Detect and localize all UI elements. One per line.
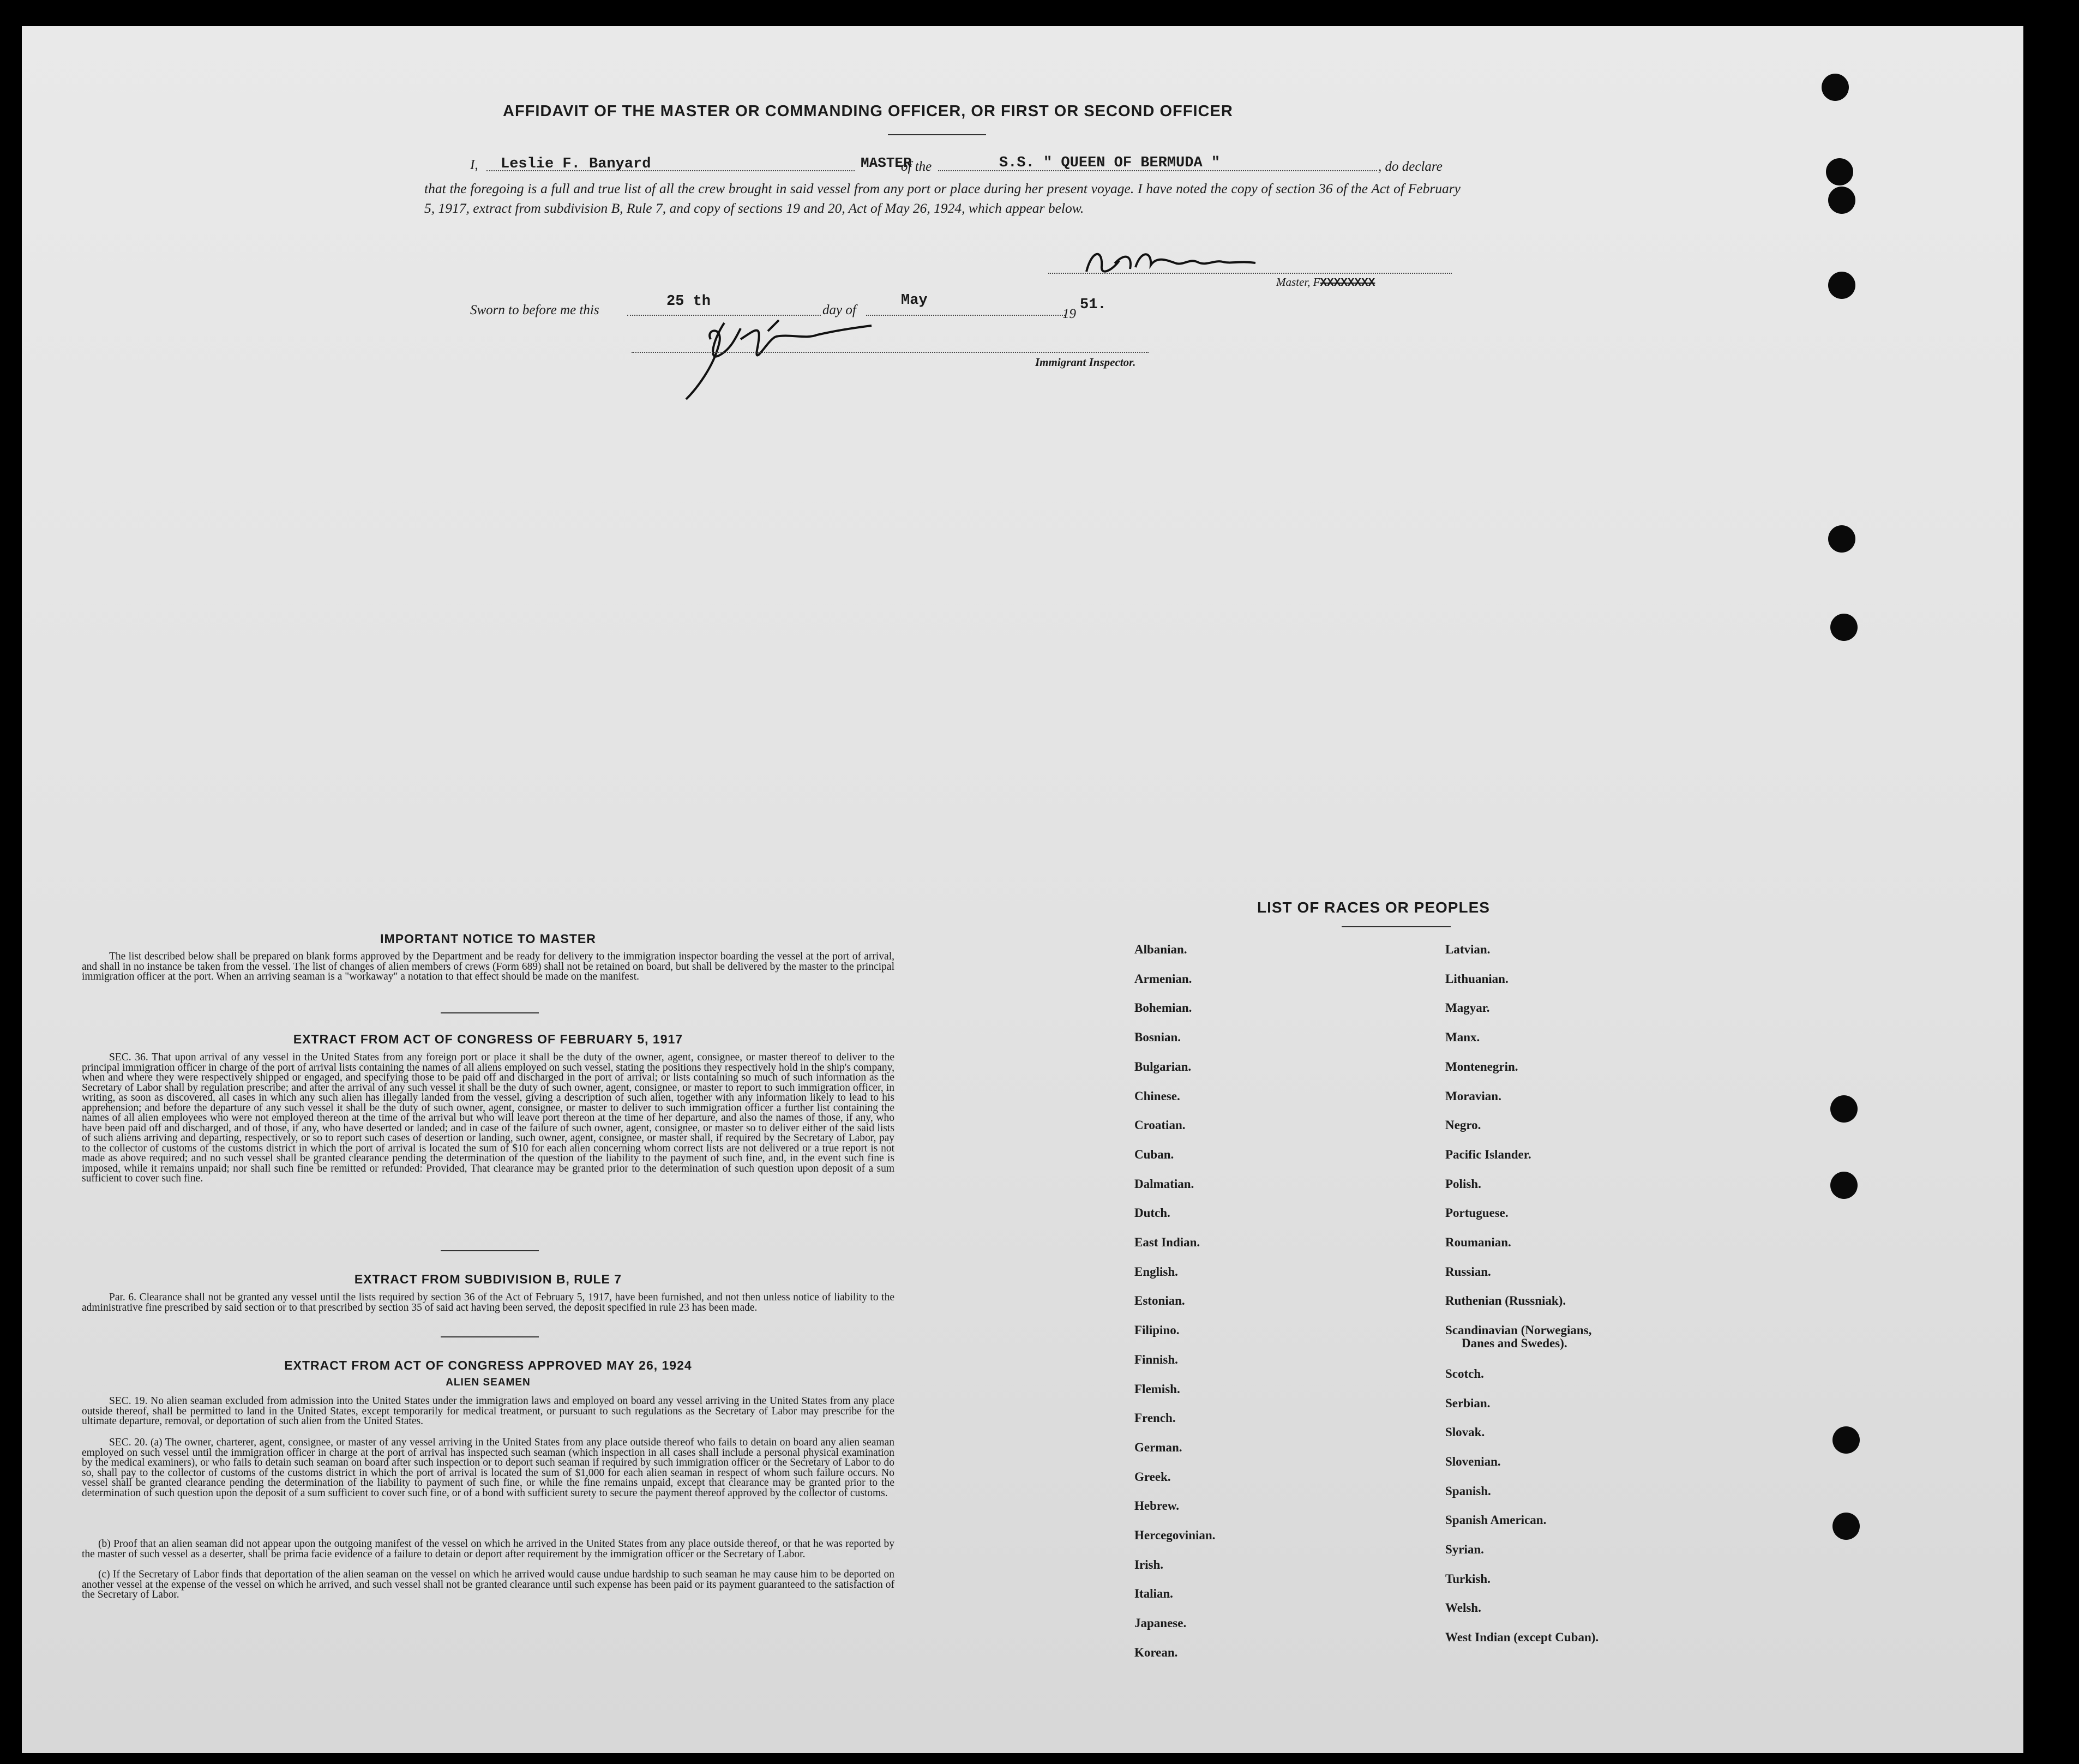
- section-divider: [441, 1250, 539, 1251]
- race-item: Hercegovinian.: [1134, 1528, 1216, 1542]
- race-item: Welsh.: [1445, 1601, 1481, 1615]
- race-item: Bulgarian.: [1134, 1059, 1192, 1073]
- race-item: Portuguese.: [1445, 1206, 1509, 1220]
- race-item: English.: [1134, 1264, 1178, 1279]
- race-item: Hebrew.: [1134, 1499, 1179, 1513]
- notice-title: IMPORTANT NOTICE TO MASTER: [380, 932, 596, 946]
- race-item: Scotch.: [1445, 1366, 1484, 1381]
- year-suffix: 51.: [1080, 297, 1107, 313]
- inspector-signature: [675, 307, 882, 405]
- race-item: Russian.: [1445, 1264, 1491, 1279]
- race-item: Turkish.: [1445, 1571, 1491, 1586]
- affidavit-body: that the foregoing is a full and true list of all the crew brought in said vessel from any port or place during her present voyage. I have noted the copy of section 36 of the Act of February 5, 1917, extract from subdivision B, Rule 7, and copy of sections 19 and 20, Act of May 26, 1924, which appear below.: [424, 181, 1461, 216]
- extract-1917-title: EXTRACT FROM ACT OF CONGRESS OF FEBRUARY 5, 1917: [293, 1032, 683, 1046]
- binder-hole: [1832, 1426, 1860, 1454]
- binder-hole: [1822, 74, 1849, 101]
- race-item: German.: [1134, 1440, 1182, 1454]
- sworn-month-line: [866, 315, 1065, 316]
- race-item: Greek.: [1134, 1469, 1171, 1484]
- race-item: Chinese.: [1134, 1089, 1180, 1103]
- race-item: Slovak.: [1445, 1425, 1485, 1439]
- race-item: Manx.: [1445, 1030, 1480, 1045]
- binder-hole: [1828, 525, 1855, 553]
- notice-text: The list described below shall be prepared on blank forms approved by the Department and be ready for delivery to the immigration inspector boarding the vessel at the port of arrival, and shall in no instance be taken from the vessel. The list of changes of alien members of crews (Form 689) shall not be retained on board, but shall be delivered by the master to the principal immigration officer at the port. When an arriving seaman is a "workaway" a notation to that effect should be made on the manifest.: [82, 951, 894, 982]
- race-item: Bohemian.: [1134, 1001, 1192, 1015]
- race-item: East Indian.: [1134, 1235, 1200, 1249]
- extract-rule7-title: EXTRACT FROM SUBDIVISION B, RULE 7: [354, 1272, 622, 1286]
- sec-20a-text: SEC. 20. (a) The owner, charterer, agent, consignee, or master of any vessel arriving in the United States from any place outside thereof who fails to detain on board any alien seaman employed on such vessel until the immigration officer in charge at the port of arrival has inspected such seaman (which inspection in all cases shall include a personal physical examination by the medical examiners), or who fails to detain such seaman on board after such inspection or to deport such seaman if required by such immigration officer or the Secretary of Labor to do so, shall pay to the collector of customs of the customs district in which the port of arrival is located the sum of $1,000 for each alien seaman in respect of whom such failure occurs. No vessel shall be granted clearance pending the determination of the liability to payment of such fine, or while the fine remains unpaid, except that clearance may be granted prior to the determination of such question upon the deposit of a sum sufficient to cover such fine, or of a bond with sufficient surety to secure the payment thereof approved by the collector of customs.: [82, 1437, 894, 1499]
- race-item: Syrian.: [1445, 1543, 1484, 1556]
- race-item: Korean.: [1134, 1645, 1178, 1659]
- binder-hole: [1830, 614, 1858, 641]
- race-item: Croatian.: [1134, 1118, 1186, 1132]
- binder-hole: [1828, 272, 1855, 299]
- race-item: Latvian.: [1445, 943, 1491, 956]
- race-item: Lithuanian.: [1445, 971, 1509, 986]
- race-item: Moravian.: [1445, 1089, 1501, 1103]
- race-item: Spanish American.: [1445, 1513, 1547, 1527]
- race-item: Albanian.: [1134, 943, 1187, 956]
- race-item: West Indian (except Cuban).: [1445, 1630, 1599, 1645]
- binder-hole: [1830, 1172, 1858, 1199]
- do-declare-label: , do declare: [1378, 159, 1443, 174]
- race-item: Italian.: [1134, 1587, 1173, 1601]
- master-name: Leslie F. Banyard: [501, 156, 651, 172]
- binder-hole: [1826, 158, 1853, 185]
- race-item: Negro.: [1445, 1118, 1481, 1132]
- master-signature: [1081, 244, 1266, 283]
- race-item: Dutch.: [1134, 1206, 1170, 1220]
- race-item: Roumanian.: [1445, 1235, 1511, 1249]
- rank-typed: MASTER: [861, 155, 912, 171]
- day-of-label: day of: [822, 303, 856, 317]
- race-item: Danes and Swedes).: [1462, 1336, 1567, 1351]
- master-signature-line: [1048, 273, 1452, 274]
- sec-20c-text: (c) If the Secretary of Labor finds that deportation of the alien seaman on the vessel on which he arrived would cause undue hardship to such seaman he may cause him to be deported on another vessel at the expense of the vessel on which he arrived, and such vessel shall not be granted clearance until such expense has been paid or its payment guaranteed to the satisfaction of the Secretary of Labor.: [82, 1569, 894, 1600]
- race-item: Polish.: [1445, 1177, 1481, 1191]
- sworn-month: May: [901, 292, 928, 309]
- extract-1924-subtitle: ALIEN SEAMEN: [446, 1377, 531, 1388]
- race-item: Cuban.: [1134, 1147, 1174, 1161]
- binder-hole: [1832, 1513, 1860, 1540]
- of-the-label: of the: [901, 159, 932, 174]
- race-item: Ruthenian (Russniak).: [1445, 1294, 1566, 1308]
- year-prefix: 19: [1062, 307, 1076, 321]
- race-item: Armenian.: [1134, 971, 1192, 986]
- extract-1924-title: EXTRACT FROM ACT OF CONGRESS APPROVED MAY 26, 1924: [284, 1358, 692, 1372]
- affidavit-title: AFFIDAVIT OF THE MASTER OR COMMANDING OFFICER, OR FIRST OR SECOND OFFICER: [503, 103, 1233, 120]
- inspector-label: Immigrant Inspector.: [1035, 356, 1136, 369]
- extract-rule7-text: Par. 6. Clearance shall not be granted any vessel until the lists required by section 36 of the Act of February 5, 1917, have been furnished, and not then unless notice of liability to the administrative fine prescribed by said section or to that prescribed by section 35 of said act having been served, the deposit specified in rule 23 has been made.: [82, 1292, 894, 1313]
- race-item: Serbian.: [1445, 1396, 1491, 1410]
- sworn-day: 25 th: [666, 293, 711, 310]
- race-item: Japanese.: [1134, 1616, 1187, 1630]
- race-item: Irish.: [1134, 1557, 1164, 1571]
- section-divider: [441, 1336, 539, 1337]
- race-item: Pacific Islander.: [1445, 1147, 1531, 1161]
- race-item: Finnish.: [1134, 1352, 1178, 1366]
- sworn-label: Sworn to before me this: [470, 303, 599, 317]
- race-item: Montenegrin.: [1445, 1059, 1518, 1073]
- master-label: Master, FXXXXXXXX: [1276, 275, 1375, 290]
- race-item: Scandinavian (Norwegians,: [1445, 1323, 1592, 1337]
- extract-1917-text: SEC. 36. That upon arrival of any vessel in the United States from any foreign port or place it shall be the duty of the owner, agent, consignee, or master thereof to deliver to the principal immigration officer in charge of the port of arrival lists containing the names of all aliens employed on such vessel, stating the positions they respectively hold in the ship's company, when and where they were respectively shipped or engaged, and specifying those to be paid off and discharged in the port of arrival; or lists containing so much of such information as the Secretary of Labor shall by regulation prescribe; and after the arrival of any such vessel it shall be the duty of such owner, agent, consignee, or master to report to such immigration officer, in writing, as soon as discovered, all cases in which any such alien has illegally landed from the vessel, giving a description of such alien, together with any information likely to lead to his apprehension; and before the departure of any such vessel it shall be the duty of such owner, agent, consignee, or master to deliver to such immigration officer a further list containing the names of all alien employees who were not employed thereon at the time of the arrival but who will leave port thereon at the time of her departure, and also the names of those, if any, who have been paid off and discharged, and of those, if any, who have deserted or landed; and in case of the failure of such owner, agent, consignee, or master so to deliver either of the said lists of such aliens arriving and departing, respectively, or so to report such cases of desertion or landing, such owner, agent, consignee, or master shall, if required by the Secretary of Labor, pay to the collector of customs of the customs district in which the port of arrival is located the sum of $10 for each alien concerning whom correct lists are not delivered or a true report is not made as above required; and no such vessel shall be granted clearance pending the determination of the question of the liability to the payment of such fine, and, in the event such fine is imposed, while it remains unpaid; nor shall such fine be remitted or refunded: Provided, That clearance may be granted prior to the determination of such question upon deposit of a sum sufficient to cover such fine.: [82, 1052, 894, 1184]
- race-item: Spanish.: [1445, 1484, 1491, 1498]
- races-title-underline: [1342, 926, 1451, 927]
- master-struck-text: XXXXXXXX: [1320, 277, 1375, 290]
- binder-hole: [1828, 187, 1855, 214]
- inspector-signature-line: [632, 352, 1149, 353]
- title-underline: [888, 134, 986, 135]
- race-item: Dalmatian.: [1134, 1177, 1194, 1191]
- sec-20b-text: (b) Proof that an alien seaman did not appear upon the outgoing manifest of the vessel on which he arrived in the United States from any place outside thereof, or that he was reported by the master of such vessel as a deserter, shall be prima facie evidence of a failure to detain or deport after requirement by the immigration officer or the Secretary of Labor.: [82, 1538, 894, 1560]
- race-item: Magyar.: [1445, 1001, 1490, 1015]
- races-title: LIST OF RACES OR PEOPLES: [1257, 899, 1490, 916]
- race-item: French.: [1134, 1411, 1176, 1425]
- race-item: Bosnian.: [1134, 1030, 1181, 1045]
- binder-hole: [1830, 1095, 1858, 1123]
- sec-19-text: SEC. 19. No alien seaman excluded from admission into the United States under the immigration laws and employed on board any vessel arriving in the United States from any place outside thereof, shall be permitted to land in the United States, except temporarily for medical treatment, or pursuant to such regulations as the Secretary of Labor may prescribe for the ultimate departure, removal, or deportation of such alien from the United States.: [82, 1395, 894, 1427]
- section-divider: [441, 1012, 539, 1013]
- vessel-name: S.S. " QUEEN OF BERMUDA ": [999, 155, 1221, 171]
- race-item: Filipino.: [1134, 1323, 1180, 1337]
- race-item: Estonian.: [1134, 1294, 1185, 1308]
- race-item: Slovenian.: [1445, 1454, 1501, 1468]
- race-item: Flemish.: [1134, 1382, 1180, 1396]
- declarant-pronoun: I,: [470, 158, 478, 172]
